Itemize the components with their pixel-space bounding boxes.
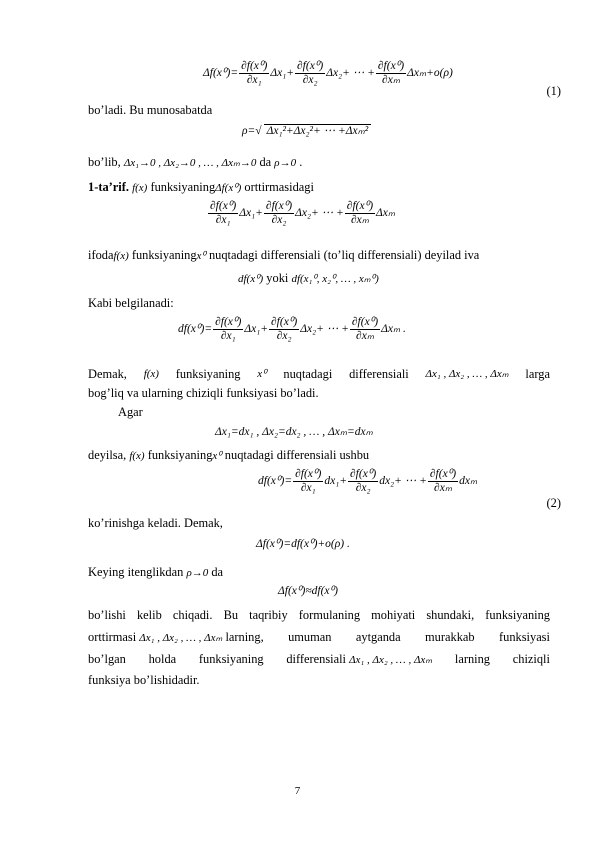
definition-label: 1-ta’rif [88,180,126,194]
line-deyilsa: deyilsa, f(x) funksiyaningx⁰ nuqtadagi differensiali ushbu [88,448,370,462]
text-boladi: bo’ladi. Bu munosabatda [88,103,213,117]
eq1-lhs: Δf(x⁰)= [203,67,239,80]
eq1-frac-1: $\frac{\text{∂f(x⁰)}}{\text{∂x₁}}$ [241,60,268,86]
equation-2-number: (2) [546,496,561,510]
equation-rho: ρ=√ Δx₁²+Δx₂²+ ⋯ +Δxₘ² [242,124,371,138]
text-bogliq: bog’liq va ularning chiziqli funksiyasi bo’ladi. [88,386,319,400]
line-yoki: df(x⁰) yoki df(x₁⁰, x₂⁰, … , xₘ⁰) [238,271,379,285]
paragraph-line-3: bo’lgan holda funksiyaning differensiali Δx₁ , Δx₂ , … , Δxₘ larning chiziqli [88,652,550,666]
equation-approx: Δf(x⁰)≈df(x⁰) [278,585,338,597]
line-bolib: bo’lib, Δx₁→0 , Δx₂→0 , … , Δxₘ→0 da ρ→0 . [88,155,303,169]
page-number: 7 [294,785,301,797]
line-ifoda: ifodaf(x) funksiyaningx⁰ nuqtadagi differensiali (to’liq differensiali) deyilad iva [88,248,480,262]
equation-agar: Δx₁=dx₁ , Δx₂=dx₂ , … , Δxₘ=dxₘ [215,426,373,438]
eq1-frac-2: $\frac{\text{∂f(x⁰)}}{\text{∂x₂}}$ [296,60,324,86]
limit-expression: Δx₁→0 , Δx₂→0 , … , Δxₘ→0 [123,157,257,169]
line-keying: Keying itenglikdan ρ→0 da [88,565,224,579]
paragraph-line-4: funksiya bo’lishidadir. [88,673,200,687]
equation-demak: Δf(x⁰)=df(x⁰)+o(ρ) . [256,538,350,550]
text-agar: Agar [118,405,143,419]
equation-linear-part: $\frac{\text{∂f(x⁰)}}{\text{∂x₁}}$ Δx₁+ $\frac{\text{∂f(x⁰)}}{\text{∂x₂}}$ Δx₂+ ⋯ + $\frac{\text{∂f(x⁰)}}{\text{∂xₘ}}$ Δxₘ [210,200,396,226]
equation-2: df(x⁰)= $\frac{\text{∂f(x⁰)}}{\text{∂x₁}}$ dx₁+ $\frac{\text{∂f(x⁰)}}{\text{∂x₂}}$ dx₂+ ⋯ + $\frac{\text{∂f(x⁰)}}{\text{∂xₘ}}$ dxₘ [258,468,478,494]
text-korinishga: ko’rinishga keladi. Demak, [88,516,223,530]
paragraph-line-1: bo’lishi kelib chiqadi. Bu taqribiy formulaning mohiyati shundaki, funksiyaning [88,608,550,622]
equation-1-number: (1) [546,84,561,98]
line-demak: Demak, f(x) funksiyaning x⁰ nuqtadagi differensiali Δx₁ , Δx₂ , … , Δxₘ larga [88,367,550,381]
line-definition: 1-ta’rif. f(x) funksiyaningΔf(x⁰) orttirmasidagi [88,180,314,194]
equation-differential: df(x⁰)= $\frac{\text{∂f(x⁰)}}{\text{∂x₁}}$ Δx₁+ $\frac{\text{∂f(x⁰)}}{\text{∂x₂}}$ Δx₂+ ⋯ + $\frac{\text{∂f(x⁰)}}{\text{∂xₘ}}$ Δxₘ . [178,316,406,342]
eq1-frac-3: $\frac{\text{∂f(x⁰)}}{\text{∂xₘ}}$ [377,60,405,86]
text-kabi: Kabi belgilanadi: [88,296,174,310]
equation-1: Δf(x⁰)= $\frac{\text{∂f(x⁰)}}{\text{∂x₁}}$ Δx₁+ $\frac{\text{∂f(x⁰)}}{\text{∂x₂}}$ Δx₂+ ⋯ + $\frac{\text{∂f(x⁰)}}{\text{∂xₘ}}$ Δxₘ+o(ρ) [203,60,453,86]
paragraph-line-2: orttirmasi Δx₁ , Δx₂ , … , Δxₘ larning, umuman aytganda murakkab funksiyasi [88,630,550,644]
